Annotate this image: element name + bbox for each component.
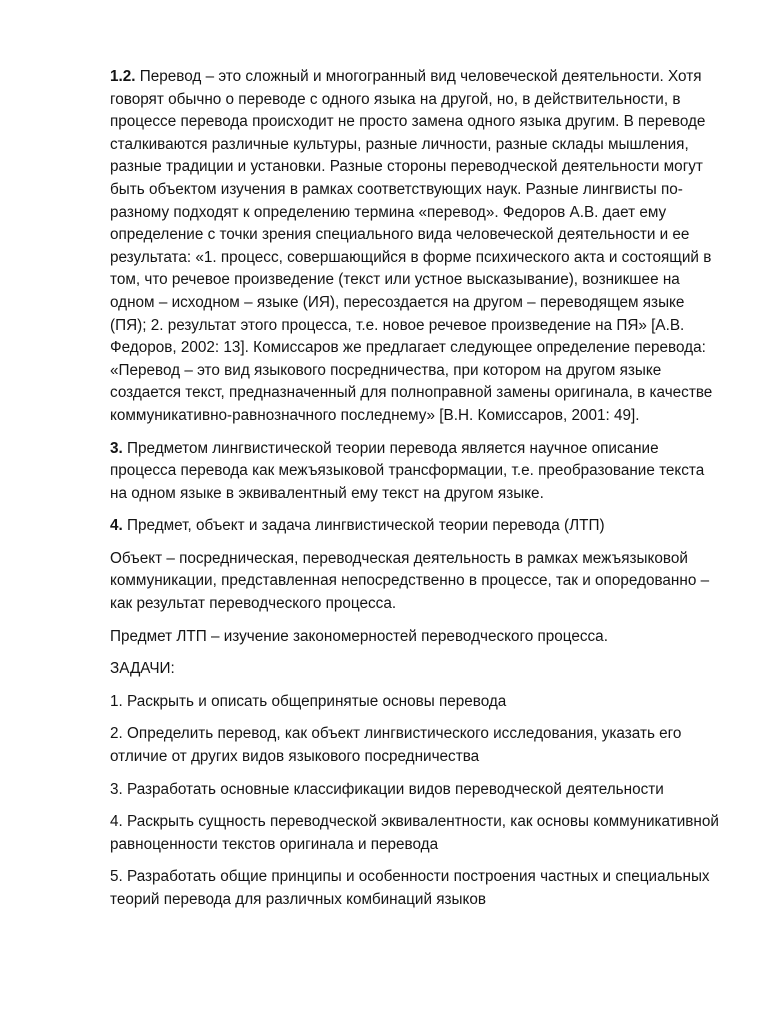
section-text: Перевод – это сложный и многогранный вид человеческой деятельности. Хотя говорят обычно о переводе с одного языка на другой, но, в действительности, в процессе перевода происходит не просто замена одного языка другим. В переводе сталкиваются различные культуры, разные личности, разные склады мышления, разные традиции и установки. Разные стороны переводческой деятельности могут быть объектом изучения в рамках соответствующих наук. Разные лингвисты по-разному подходят к определению термина «перевод». Федоров А.В. дает ему определение с точки зрения специального вида человеческой деятельности и ее результата: «1. процесс, совершающийся в форме психического акта и состоящий в том, что речевое произведение (текст или устное высказывание), возникшее на одном – исходном – языке (ИЯ), пересоздается на другом – переводящем языке (ПЯ); 2. результат этого процесса, т.е. новое речевое произведение на ПЯ» [А.В. Федоров, 2002: 13]. Комиссаров же предлагает следующее определение перевода: «Перевод – это вид языкового посредничества, при котором на другом языке создается текст, предназначенный для полноправной замены оригинала, в качестве коммуникативно-равнозначного последнему» [В.Н. Комиссаров, 2001: 49]. [110, 68, 713, 424]
section-number: 3. [110, 439, 123, 457]
document-page [110, 66, 720, 922]
section-4-heading [110, 515, 720, 538]
task-item: 5. Разработать общие принципы и особенности построения частных и специальных теорий перевода для различных комбинаций языков [110, 868, 710, 908]
object-paragraph: Объект – посредническая, переводческая деятельность в рамках межъязыковой коммуникации, представленная непосредственно в процессе, так и опоредованно – как результат переводческого процесса. [110, 549, 710, 613]
section-text: Предметом лингвистической теории перевода является научное описание процесса перевода как межъязыковой трансформации, т.е. преобразование текста на одном языке в эквивалентный ему текст на другом языке. [110, 439, 705, 502]
section-number: 4. [110, 517, 123, 535]
section-text: Предмет, объект и задача лингвистической теории перевода (ЛТП) [127, 517, 605, 535]
task-item: 2. Определить перевод, как объект лингвистического исследования, указать его отличие от других видов языкового посредничества [110, 725, 682, 766]
section-3-paragraph [110, 438, 720, 506]
task-item: 4. Раскрыть сущность переводческой эквивалентности, как основы коммуникативной равноценности текстов оригинала и перевода [110, 813, 719, 853]
section-number: 1.2. [110, 68, 136, 85]
tasks-heading: ЗАДАЧИ: [110, 660, 175, 678]
section-1-2-paragraph [110, 66, 720, 428]
task-item: 3. Разработать основные классификации видов переводческой деятельности [110, 780, 664, 798]
subject-paragraph: Предмет ЛТП – изучение закономерностей переводческого процесса. [110, 627, 608, 645]
task-item: 1. Раскрыть и описать общепринятые основы перевода [110, 692, 507, 710]
